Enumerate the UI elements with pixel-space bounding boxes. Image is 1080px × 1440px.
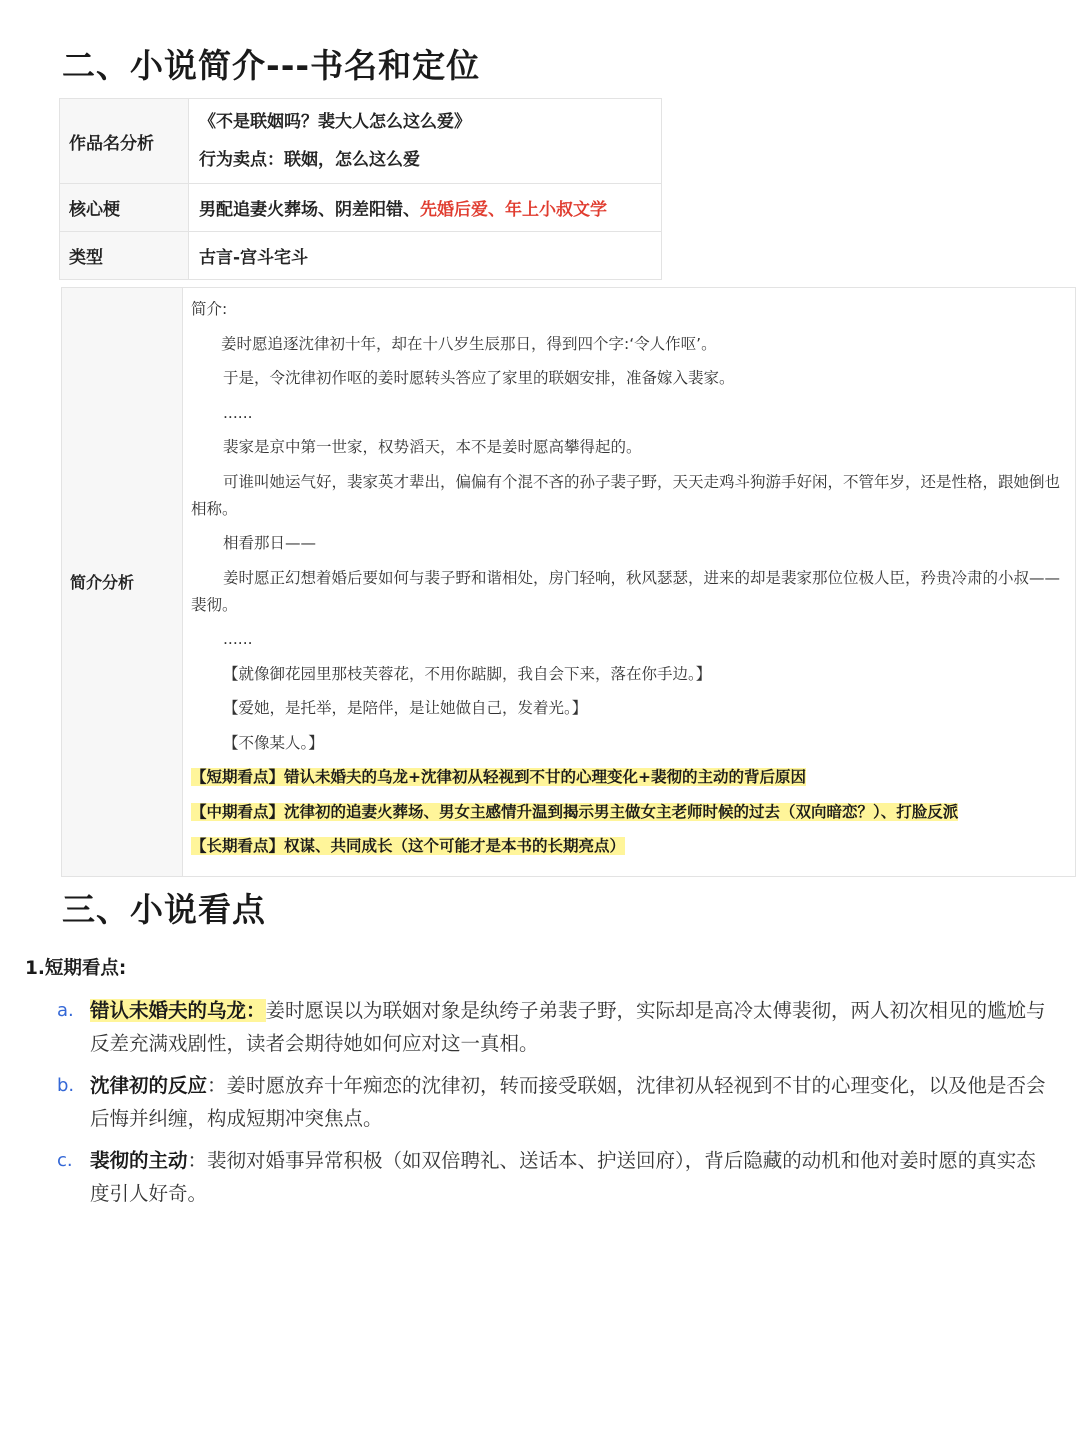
core-trope-black: 男配追妻火葬场、阴差阳错、 — [199, 200, 420, 220]
item-text: 姜时愿误以为联姻对象是纨绔子弟裴子野，实际却是高冷太傅裴彻，两人初次相见的尴尬与反差充满戏剧性，读者会期待她如何应对这一真相。 — [90, 999, 1046, 1055]
list-marker: b. — [57, 1075, 75, 1096]
table-row — [60, 232, 662, 280]
item-lead: 沈律初的反应 — [90, 1074, 208, 1097]
synopsis-line: ...... — [223, 630, 253, 648]
item-text: ：姜时愿放弃十年痴恋的沈律初，转而接受联姻，沈律初从轻视到不甘的心理变化，以及他是否会后悔并纠缠，构成短期冲突焦点。 — [90, 1074, 1046, 1130]
section-title-3: 三、小说看点 — [62, 890, 266, 929]
work-name-label: 作品名分析 — [60, 99, 189, 184]
work-selling-point: 行为卖点：联姻，怎么这么爱 — [199, 150, 420, 170]
work-title: 《不是联姻吗？裴大人怎么这么爱》 — [199, 112, 471, 132]
core-trope-value — [189, 184, 662, 232]
item-lead: 裴彻的主动 — [90, 1149, 188, 1172]
synopsis-body — [183, 288, 1076, 877]
genre-label: 类型 — [60, 232, 189, 280]
synopsis-line: 【不像某人。】 — [223, 733, 324, 752]
short-term-highlight: 【短期看点】错认未婚夫的乌龙+沈律初从轻视到不甘的心理变化+裴彻的主动的背后原因 — [191, 768, 806, 786]
synopsis-table — [61, 287, 1076, 877]
synopsis-line: 简介: — [191, 300, 228, 318]
synopsis-line: 【就像御花园里那枝芙蓉花，不用你踮脚，我自会下来，落在你手边。】 — [223, 664, 712, 683]
synopsis-line: 相看那日—— — [223, 534, 317, 552]
work-name-value — [189, 99, 662, 184]
synopsis-line: 于是，令沈律初作呕的姜时愿转头答应了家里的联姻安排，准备嫁入裴家。 — [223, 369, 735, 387]
item-lead: 错认未婚夫的乌龙： — [90, 999, 266, 1022]
synopsis-line: ...... — [223, 403, 253, 422]
list-marker: a. — [57, 1000, 74, 1021]
table-row — [62, 288, 1076, 877]
list-marker: c. — [57, 1150, 73, 1171]
section-title-2: 二、小说简介---书名和定位 — [62, 46, 481, 85]
short-term-heading: 1.短期看点: — [25, 958, 127, 979]
title-positioning-table — [59, 98, 662, 280]
core-trope-label: 核心梗 — [60, 184, 189, 232]
long-term-highlight: 【长期看点】权谋、共同成长（这个可能才是本书的长期亮点） — [191, 837, 626, 855]
synopsis-line: 裴家是京中第一世家，权势滔天，本不是姜时愿高攀得起的。 — [223, 438, 642, 456]
synopsis-line: 姜时愿正幻想着婚后要如何与裴子野和谐相处，房门轻响，秋风瑟瑟，进来的却是裴家那位位极人臣，矜贵冷肃的小叔——裴彻。 — [191, 568, 1061, 614]
core-trope-red: 先婚后爱、年上小叔文学 — [420, 200, 607, 220]
synopsis-line: 【爱她，是托举，是陪伴，是让她做自己，发着光。】 — [223, 699, 588, 717]
synopsis-label: 简介分析 — [62, 288, 183, 877]
mid-term-highlight: 【中期看点】沈律初的追妻火葬场、男女主感情升温到揭示男主做女主老师时候的过去（双向暗恋？）、打脸反派 — [191, 802, 959, 821]
item-text: ：裴彻对婚事异常积极（如双倍聘礼、送话本、护送回府），背后隐藏的动机和他对姜时愿的真实态度引人好奇。 — [90, 1149, 1036, 1205]
table-row — [60, 99, 662, 184]
table-row — [60, 184, 662, 232]
synopsis-line: 可谁叫她运气好，裴家英才辈出，偏偏有个混不吝的孙子裴子野，天天走鸡斗狗游手好闲，不管年岁，还是性格，跟她倒也相称。 — [191, 472, 1061, 518]
synopsis-line: 姜时愿追逐沈律初十年，却在十八岁生辰那日，得到四个字:‘令人作呕’。 — [221, 334, 717, 353]
genre-value: 古言-宫斗宅斗 — [189, 232, 662, 280]
